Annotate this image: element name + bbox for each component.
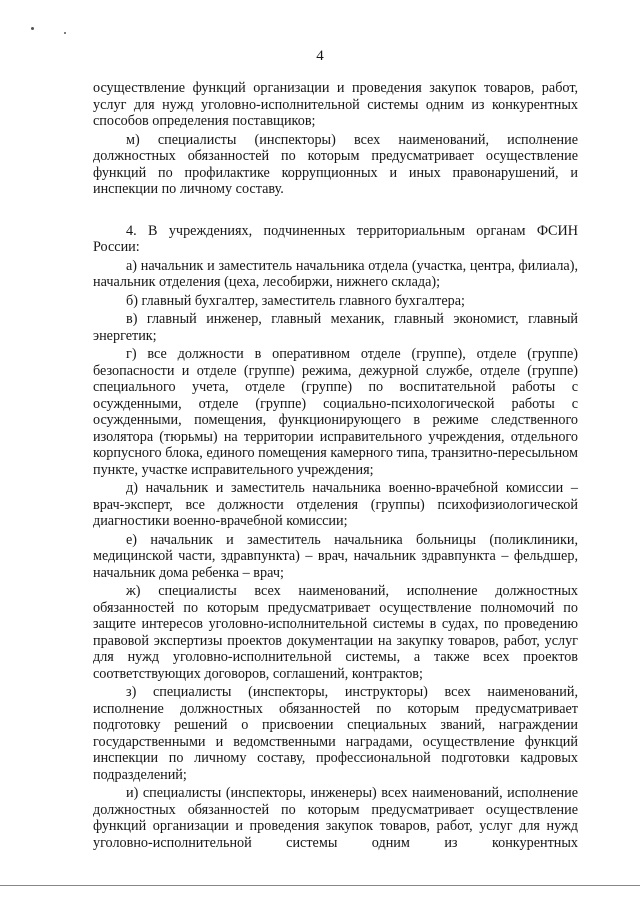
paragraph-item-d: д) начальник и заместитель начальника военно-врачебной комиссии – врач-эксперт, все должности отделения (группы) психофизиологической диагностики военно-врачебной комиссии; (93, 480, 578, 529)
paragraph-item-b: б) главный бухгалтер, заместитель главного бухгалтера; (126, 292, 465, 309)
paragraph-item-i: и) специалисты (инспекторы, инженеры) всех наименований, исполнение должностных обязанностей по которым предусматривает осуществление функций организации и проведения закупок товаров, работ, услуг для нужд уголовно-исполнительной системы одним из конкурентных (93, 785, 578, 851)
paragraph-item-m: м) специалисты (инспекторы) всех наименований, исполнение должностных обязанностей по которым предусматривает осуществление функций по профилактике коррупционных и иных правонарушений, и инспекции по личному составу. (93, 131, 578, 197)
paragraph-item-a: а) начальник и заместитель начальника отдела (участка, центра, филиала), начальник отделения (цеха, лесобиржи, нижнего склада); (93, 257, 578, 290)
scan-bottom-edge (0, 885, 640, 886)
paragraph-item-zh: ж) специалисты всех наименований, исполнение должностных обязанностей по которым предусматривает осуществление полномочий по защите интересов уголовно-исполнительной системы в судах, по проведению правовой экспертизы проектов документации на закупку товаров, работ, услуг для нужд уголовно-исполнительной системы, а также всех проектов соответствующих договоров, соглашений, контрактов; (93, 583, 578, 682)
paragraph-item-v: в) главный инженер, главный механик, главный экономист, главный энергетик; (93, 311, 578, 344)
scan-speck (31, 27, 34, 30)
paragraph-item-z: з) специалисты (инспекторы, инструкторы) всех наименований, исполнение должностных обязанностей по которым предусматривает подготовку решений о присвоении специальных званий, награждении государственными и ведомственными наградами, осуществление функций инспекции по личному составу, профессиональной подготовки кадровых подразделений; (93, 684, 578, 783)
section-heading-4: 4. В учреждениях, подчиненных территориальным органам ФСИН России: (93, 222, 578, 255)
paragraph-continuation: осуществление функций организации и проведения закупок товаров, работ, услуг для нужд уголовно-исполнительной системы одним из конкурентных способов определения поставщиков; (93, 80, 578, 129)
paragraph-item-e: е) начальник и заместитель начальника больницы (поликлиники, медицинской части, здравпункта) – врач, начальник здравпункта – фельдшер, начальник дома ребенка – врач; (93, 531, 578, 581)
paragraph-item-g: г) все должности в оперативном отделе (группе), отделе (группе) безопасности и отделе (группе) режима, дежурной службе, отделе (группе) специального учета, отделе (группе) по воспитательной работы с осужденными, отделе (группе) социально-психологической работы с осужденными, помещения, функционирующего в режиме следственного изолятора (тюрьмы) на территории исправительного учреждения, отдельного корпусного блока, единого помещения камерного типа, транзитно-пересыльном пункте, участке исправительного учреждения; (93, 346, 578, 478)
scan-speck (64, 32, 66, 34)
document-body (93, 80, 578, 853)
page-number: 4 (316, 48, 324, 64)
